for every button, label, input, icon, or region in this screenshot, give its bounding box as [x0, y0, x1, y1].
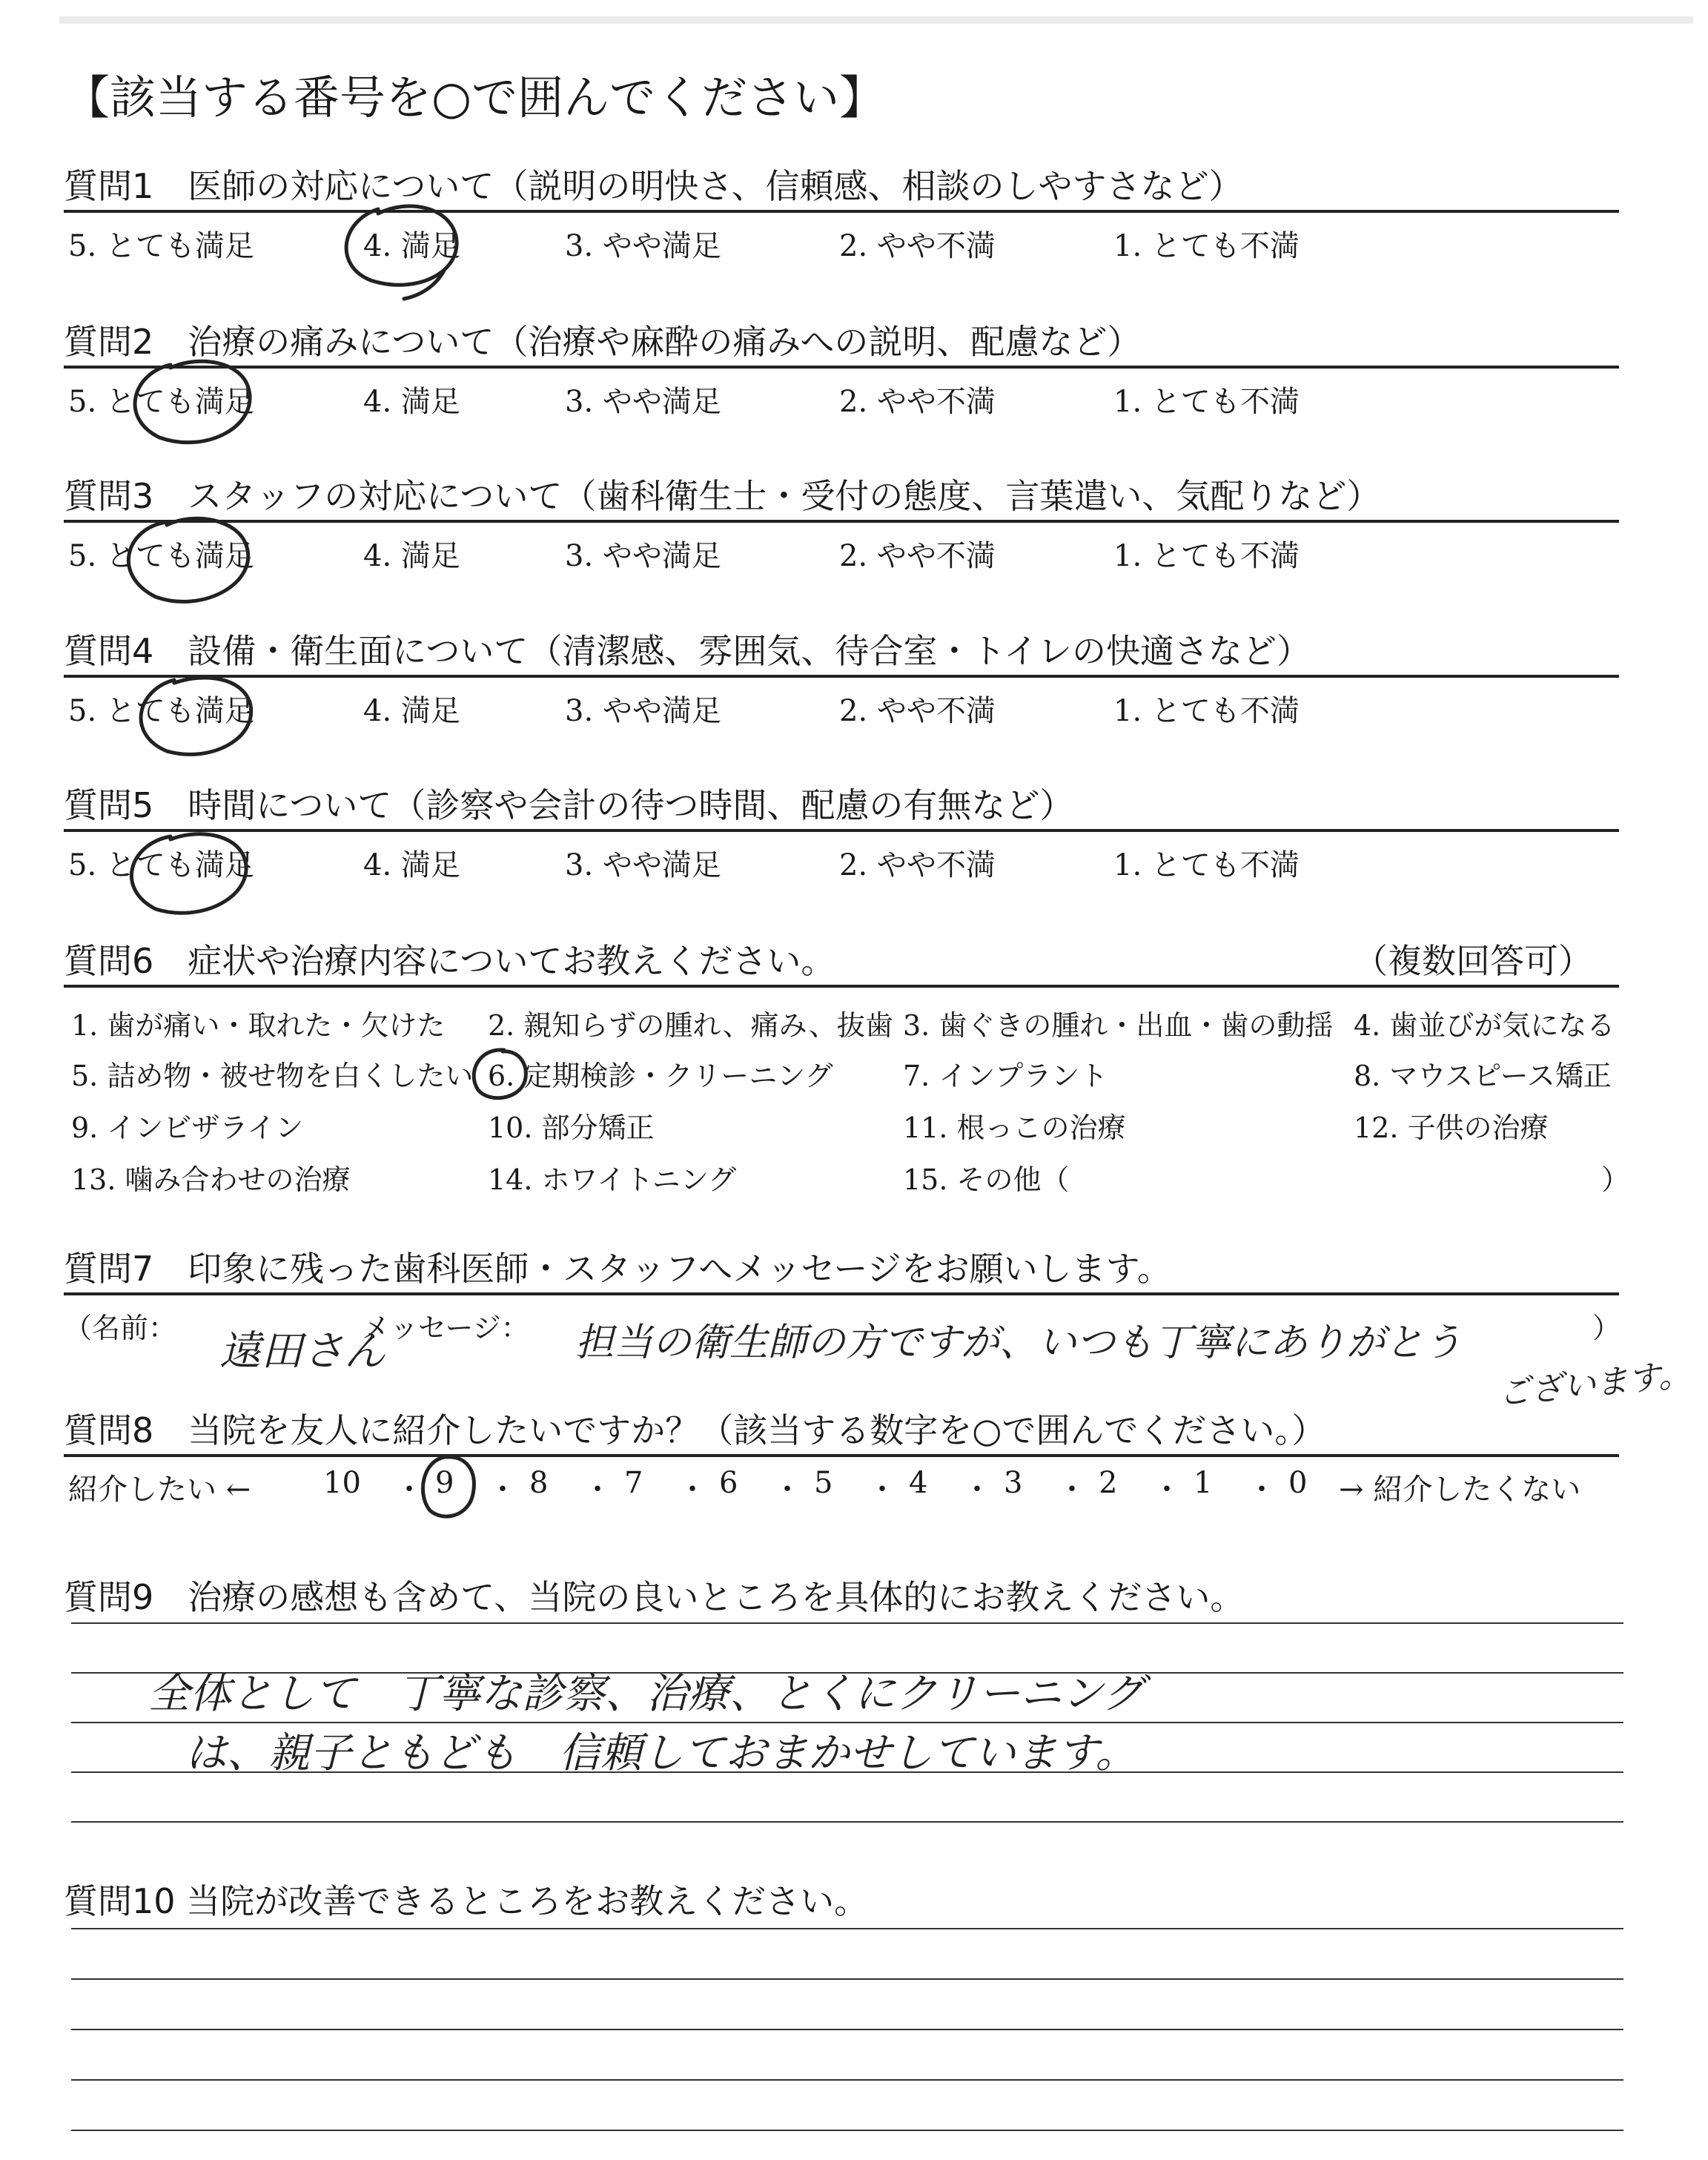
- q8-scale-5[interactable]: 5: [814, 1466, 833, 1500]
- q6-item-5[interactable]: 5. 詰め物・被せ物を白くしたい: [71, 1060, 474, 1092]
- q8-dot: ・: [1152, 1473, 1182, 1507]
- q9-line: [71, 1622, 1623, 1624]
- top-border: [59, 16, 1693, 24]
- q6-item-2[interactable]: 2. 親知らずの腫れ、痛み、抜歯: [488, 1009, 893, 1042]
- q1-option-1[interactable]: 1. とても不満: [1113, 229, 1300, 263]
- q6-selection-circle: [467, 1044, 534, 1103]
- q10-line: [71, 2079, 1623, 2081]
- q7-handwritten-message: 担当の衛生師の方ですが、いつも丁寧にありがとう: [575, 1321, 1463, 1365]
- q8-title: 質問8 当院を友人に紹介したいですか？（該当する数字を○で囲んでください。）: [64, 1410, 1326, 1450]
- q7-handwritten-name: 遠田さん: [219, 1327, 385, 1375]
- q2-option-1[interactable]: 1. とても不満: [1113, 385, 1300, 419]
- q7-title: 質問7 印象に残った歯科医師・スタッフへメッセージをお願いします。: [64, 1249, 1171, 1289]
- q5-option-1[interactable]: 1. とても不満: [1113, 848, 1300, 882]
- q4-option-4[interactable]: 4. 満足: [363, 694, 460, 728]
- q8-scale-4[interactable]: 4: [909, 1466, 928, 1500]
- q8-dot: ・: [583, 1473, 612, 1507]
- q4-option-5[interactable]: 5. とても満足: [68, 694, 254, 728]
- q9-handwritten-line-2: は、親子ともども 信頼しておまかせしています。: [185, 1729, 1137, 1777]
- q6-item-6[interactable]: 6. 定期検診・クリーニング: [488, 1060, 833, 1092]
- q5-selection-circle: [111, 829, 267, 925]
- q8-dot: ・: [678, 1473, 707, 1507]
- q2-option-4[interactable]: 4. 満足: [363, 385, 460, 419]
- q10-line: [71, 1928, 1623, 1929]
- q5-option-4[interactable]: 4. 満足: [363, 848, 460, 882]
- q8-rule: [64, 1454, 1619, 1457]
- q6-item-15[interactable]: 15. その他（: [903, 1163, 1070, 1196]
- q2-rule: [64, 366, 1619, 369]
- q6-item-14[interactable]: 14. ホワイトニング: [488, 1163, 737, 1196]
- q8-scale-10[interactable]: 10: [323, 1466, 361, 1500]
- q4-selection-circle: [122, 671, 271, 767]
- q6-title: 質問6 症状や治療内容についてお教えください。: [64, 941, 835, 981]
- q8-scale-8[interactable]: 8: [529, 1466, 549, 1500]
- q8-scale-2[interactable]: 2: [1099, 1466, 1118, 1500]
- q7-handwritten-message-cont: ございます。: [1496, 1355, 1692, 1413]
- q1-option-2[interactable]: 2. やや不満: [839, 229, 996, 263]
- q6-rule: [64, 985, 1619, 988]
- q6-item-11[interactable]: 11. 根っこの治療: [903, 1112, 1126, 1144]
- q4-title: 質問4 設備・衛生面について（清潔感、雰囲気、待合室・トイレの快適さなど）: [64, 631, 1311, 671]
- q2-option-2[interactable]: 2. やや不満: [839, 385, 996, 419]
- q5-title: 質問5 時間について（診察や会計の待つ時間、配慮の有無など）: [64, 785, 1074, 825]
- q8-dot: ・: [488, 1473, 517, 1507]
- q1-selection-circle: [334, 199, 474, 303]
- q8-scale-6[interactable]: 6: [719, 1466, 738, 1500]
- q8-scale-7[interactable]: 7: [624, 1466, 643, 1500]
- q1-option-5[interactable]: 5. とても満足: [68, 229, 254, 263]
- q4-option-2[interactable]: 2. やや不満: [839, 694, 996, 728]
- q6-item-7[interactable]: 7. インプラント: [903, 1060, 1108, 1092]
- q1-title: 質問1 医師の対応について（説明の明快さ、信頼感、相談のしやすさなど）: [64, 166, 1243, 206]
- q1-rule: [64, 210, 1619, 213]
- q5-option-3[interactable]: 3. やや満足: [565, 848, 721, 882]
- q6-item-13[interactable]: 13. 噛み合わせの治療: [71, 1163, 351, 1196]
- q8-dot: ・: [867, 1473, 897, 1507]
- q7-name-label: （名前：: [64, 1312, 177, 1344]
- q9-handwritten-line-1: 全体として 丁寧な診察、治療、とくにクリーニング: [148, 1670, 1144, 1718]
- q6-item-15-close: ）: [1601, 1163, 1630, 1196]
- q8-scale-0[interactable]: 0: [1288, 1466, 1308, 1500]
- q8-scale-1[interactable]: 1: [1194, 1466, 1213, 1500]
- q5-option-5[interactable]: 5. とても満足: [68, 848, 254, 882]
- q10-title: 質問10 当院が改善できるところをお教えください。: [64, 1881, 869, 1921]
- q3-option-3[interactable]: 3. やや満足: [565, 539, 721, 573]
- q8-scale-3[interactable]: 3: [1004, 1466, 1023, 1500]
- q6-item-4[interactable]: 4. 歯並びが気になる: [1354, 1009, 1615, 1042]
- q6-item-1[interactable]: 1. 歯が痛い・取れた・欠けた: [71, 1009, 446, 1042]
- q1-option-4[interactable]: 4. 満足: [363, 229, 460, 263]
- q3-option-1[interactable]: 1. とても不満: [1113, 539, 1300, 573]
- q8-selection-circle: [415, 1450, 482, 1524]
- q7-close-paren: ）: [1592, 1312, 1621, 1344]
- q2-option-5[interactable]: 5. とても満足: [68, 385, 254, 419]
- q3-selection-circle: [111, 512, 267, 615]
- q1-option-3[interactable]: 3. やや満足: [565, 229, 721, 263]
- q6-item-12[interactable]: 12. 子供の治療: [1354, 1112, 1549, 1144]
- q3-title: 質問3 スタッフの対応について（歯科衛生士・受付の態度、言葉遣い、気配りなど）: [64, 476, 1381, 516]
- q7-rule: [64, 1292, 1619, 1295]
- q8-dot: ・: [1247, 1473, 1277, 1507]
- q5-rule: [64, 829, 1619, 832]
- q8-dot: ・: [962, 1473, 992, 1507]
- q6-item-3[interactable]: 3. 歯ぐきの腫れ・出血・歯の動揺: [903, 1009, 1334, 1042]
- q6-item-8[interactable]: 8. マウスピース矯正: [1354, 1060, 1612, 1092]
- q8-scale-9[interactable]: 9: [435, 1466, 454, 1500]
- q2-selection-circle: [119, 354, 267, 458]
- q2-option-3[interactable]: 3. やや満足: [565, 385, 721, 419]
- q10-line: [71, 2130, 1623, 2131]
- q9-title: 質問9 治療の感想も含めて、当院の良いところを具体的にお教えください。: [64, 1577, 1245, 1617]
- q4-rule: [64, 675, 1619, 678]
- q9-line: [71, 1821, 1623, 1823]
- q7-message-label: メッセージ：: [362, 1312, 529, 1344]
- q3-option-2[interactable]: 2. やや不満: [839, 539, 996, 573]
- q5-option-2[interactable]: 2. やや不満: [839, 848, 996, 882]
- page-header: 【該当する番号を○で囲んでください】: [64, 70, 886, 125]
- q8-dot: ・: [772, 1473, 802, 1507]
- q6-item-10[interactable]: 10. 部分矯正: [488, 1112, 655, 1144]
- q8-dot: ・: [394, 1473, 424, 1507]
- q3-rule: [64, 520, 1619, 523]
- q4-option-3[interactable]: 3. やや満足: [565, 694, 721, 728]
- q8-dot: ・: [1057, 1473, 1087, 1507]
- q6-note: （複数回答可）: [1354, 941, 1592, 981]
- q10-line: [71, 2029, 1623, 2030]
- q10-line: [71, 1978, 1623, 1980]
- q3-option-4[interactable]: 4. 満足: [363, 539, 460, 573]
- q3-option-5[interactable]: 5. とても満足: [68, 539, 254, 573]
- q8-left-label: 紹介したい ←: [68, 1473, 251, 1507]
- q6-item-9[interactable]: 9. インビザライン: [71, 1112, 304, 1144]
- q2-title: 質問2 治療の痛みについて（治療や麻酔の痛みへの説明、配慮など）: [64, 322, 1142, 362]
- q8-right-label: → 紹介したくない: [1339, 1473, 1581, 1507]
- q4-option-1[interactable]: 1. とても不満: [1113, 694, 1300, 728]
